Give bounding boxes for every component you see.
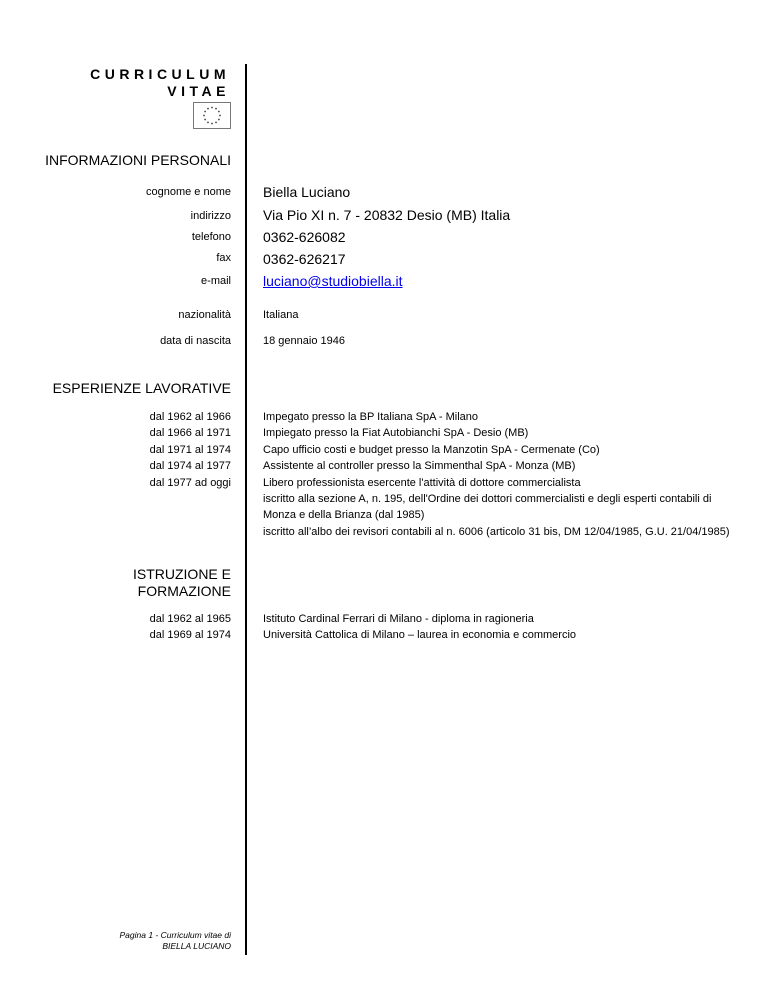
eu-flag-icon — [193, 102, 231, 129]
name-label: cognome e nome — [146, 186, 231, 198]
work-line: Impiegato presso la Fiat Autobianchi SpA - Desio (MB) — [263, 427, 529, 440]
footer-line1: Pagina 1 - Curriculum vitae di — [119, 930, 231, 940]
work-periods — [150, 409, 231, 491]
nationality-label: nazionalità — [178, 309, 231, 321]
work-experience-heading: ESPERIENZE LAVORATIVE — [52, 380, 231, 396]
work-descriptions — [263, 409, 730, 540]
footer-line2: BIELLA LUCIANO — [162, 941, 231, 951]
work-line: iscritto alla sezione A, n. 195, dell'Ordine dei dottori commercialisti e degli esperti contabili di — [263, 493, 712, 506]
work-line: Assistente al controller presso la Simmenthal SpA - Monza (MB) — [263, 460, 576, 473]
work-line: Capo ufficio costi e budget presso la Manzotin SpA - Cermenate (Co) — [263, 443, 600, 456]
address-label: indirizzo — [190, 210, 231, 222]
email-label: e-mail — [201, 275, 231, 287]
work-line: Libero professionista esercente l'attività di dottore commercialista — [263, 476, 581, 489]
education-line: Istituto Cardinal Ferrari di Milano - diploma in ragioneria — [263, 613, 534, 625]
cv-title-line1: CURRICULUM — [90, 66, 230, 82]
education-heading-line1: ISTRUZIONE E — [132, 566, 231, 582]
education-period: dal 1962 al 1965 — [149, 613, 231, 625]
education-periods — [150, 611, 231, 644]
work-period: dal 1974 al 1977 — [149, 460, 231, 473]
work-period: dal 1977 ad oggi — [149, 476, 231, 489]
education-descriptions — [263, 611, 723, 644]
education-period: dal 1969 al 1974 — [149, 629, 231, 642]
email-link[interactable]: luciano@studiobiella.it — [263, 273, 403, 289]
work-line: Monza e della Brianza (dal 1985) — [263, 509, 425, 522]
work-line: iscritto all’albo dei revisori contabili al n. 6006 (articolo 31 bis, DM 12/04/1985, G.U. 21/04/1985) — [263, 525, 730, 538]
nationality-value: Italiana — [263, 309, 299, 321]
fax-value: 0362-626217 — [263, 251, 346, 267]
phone-label: telefono — [191, 231, 231, 243]
birthdate-value: 18 gennaio 1946 — [263, 335, 345, 347]
phone-value: 0362-626082 — [263, 229, 346, 245]
work-period: dal 1962 al 1966 — [149, 411, 231, 423]
fax-label: fax — [216, 252, 231, 264]
vertical-divider — [245, 64, 247, 955]
name-value: Biella Luciano — [263, 184, 351, 200]
work-period: dal 1971 al 1974 — [149, 443, 231, 456]
education-heading-line2: FORMAZIONE — [137, 583, 231, 599]
work-period: dal 1966 al 1971 — [149, 427, 231, 440]
cv-title-line2: VITAE — [167, 83, 230, 99]
education-line: Università Cattolica di Milano – laurea in economia e commercio — [263, 629, 577, 642]
work-line: Impegato presso la BP Italiana SpA - Milano — [263, 411, 479, 423]
page-footer — [120, 930, 232, 952]
personal-info-heading: INFORMAZIONI PERSONALI — [45, 152, 231, 168]
address-value: Via Pio XI n. 7 - 20832 Desio (MB) Italia — [263, 207, 511, 223]
birthdate-label: data di nascita — [160, 335, 231, 347]
